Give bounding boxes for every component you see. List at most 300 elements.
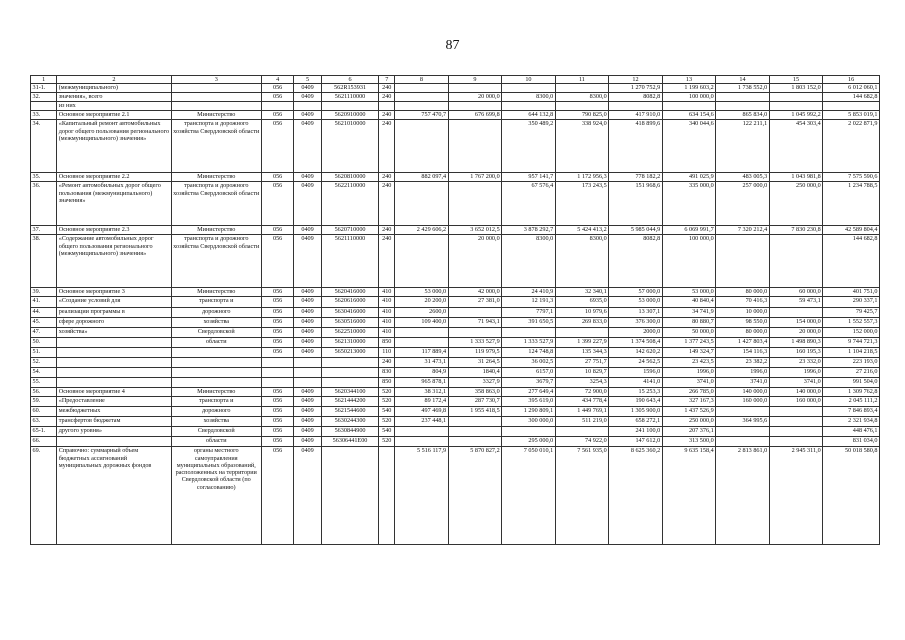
row-number-cell: 63. [31, 417, 57, 427]
value-cell: 154 000,0 [769, 318, 823, 328]
code-cell: 0409 [294, 437, 321, 447]
value-cell: 50 000,0 [662, 328, 716, 338]
header-cell: 9 [448, 76, 502, 84]
code-cell: 0409 [294, 348, 321, 358]
value-cell [769, 427, 823, 437]
description-cell: из них [57, 102, 171, 111]
table-row [31, 378, 880, 388]
value-cell: 1 234 788,5 [823, 182, 880, 226]
value-cell: 135 344,3 [555, 348, 609, 358]
value-cell: 804,9 [395, 368, 449, 378]
value-cell: 50 018 580,8 [823, 447, 880, 545]
code-cell: 056 [261, 111, 294, 120]
description-cell [57, 338, 171, 348]
value-cell: 1 552 557,3 [823, 318, 880, 328]
table-row [31, 447, 880, 545]
table-row [31, 368, 880, 378]
row-number-cell: 56. [31, 388, 57, 397]
row-number-cell: 55. [31, 378, 57, 388]
value-cell: 89 172,4 [395, 397, 449, 407]
value-cell [395, 328, 449, 338]
value-cell [448, 120, 502, 173]
code-cell: 0409 [294, 120, 321, 173]
value-cell [555, 84, 609, 93]
organization-cell: Министерство [171, 226, 261, 235]
table-row [31, 348, 880, 358]
organization-cell: области [171, 338, 261, 348]
value-cell: 1996,0 [716, 368, 770, 378]
table-row [31, 358, 880, 368]
code-cell: 0409 [294, 308, 321, 318]
value-cell: 7 830 230,8 [769, 226, 823, 235]
description-cell: «Создание условий для [57, 297, 171, 308]
row-number-cell: 54. [31, 368, 57, 378]
organization-cell [171, 358, 261, 368]
value-cell: 1996,0 [769, 368, 823, 378]
value-cell: 10 829,7 [555, 368, 609, 378]
value-cell: 53 000,0 [609, 297, 663, 308]
description-cell: реализации программы в [57, 308, 171, 318]
row-number-cell: 66. [31, 437, 57, 447]
code-cell: 5620810000 [321, 173, 379, 182]
value-cell [395, 338, 449, 348]
value-cell: 3 878 292,7 [502, 226, 556, 235]
organization-cell: транспорта и дорожного хозяйства Свердловской области [171, 235, 261, 288]
value-cell [395, 235, 449, 288]
organization-cell [171, 102, 261, 111]
code-cell [261, 358, 294, 368]
row-number-cell: 45. [31, 318, 57, 328]
value-cell: 53 000,0 [395, 288, 449, 297]
code-cell: 0409 [294, 182, 321, 226]
table-row [31, 407, 880, 417]
value-cell: 497 469,8 [395, 407, 449, 417]
organization-cell: транспорта и дорожного хозяйства Свердловской области [171, 120, 261, 173]
table-row [31, 182, 880, 226]
code-cell: 540 [379, 407, 395, 417]
value-cell [395, 427, 449, 437]
value-cell: 80 880,7 [662, 318, 716, 328]
row-number-cell: 34. [31, 120, 57, 173]
table-row [31, 84, 880, 93]
value-cell: 2 022 871,9 [823, 120, 880, 173]
value-cell: 42 589 804,4 [823, 226, 880, 235]
value-cell [448, 427, 502, 437]
value-cell: 327 167,3 [662, 397, 716, 407]
code-cell: 056 [261, 93, 294, 102]
code-cell: 056 [261, 173, 294, 182]
code-cell: 830 [379, 368, 395, 378]
value-cell: 7 320 212,4 [716, 226, 770, 235]
code-cell: 056 [261, 427, 294, 437]
description-cell: «Содержание автомобильных дорог общего пользования регионального (межмуниципального) значения» [57, 235, 171, 288]
table-row [31, 297, 880, 308]
table-row [31, 338, 880, 348]
value-cell: 1 449 769,1 [555, 407, 609, 417]
code-cell: 0409 [294, 84, 321, 93]
value-cell: 2000,0 [609, 328, 663, 338]
code-cell: 520 [379, 397, 395, 407]
value-cell: 5 870 827,2 [448, 447, 502, 545]
table-row [31, 120, 880, 173]
description-cell: Основное мероприятие 4 [57, 388, 171, 397]
row-number-cell: 47. [31, 328, 57, 338]
code-cell: 056 [261, 182, 294, 226]
value-cell: 190 643,4 [609, 397, 663, 407]
value-cell [555, 427, 609, 437]
table-row [31, 437, 880, 447]
value-cell: 1 172 956,3 [555, 173, 609, 182]
value-cell: 27 216,0 [823, 368, 880, 378]
code-cell [321, 368, 379, 378]
value-cell: 865 834,0 [716, 111, 770, 120]
value-cell: 3741,0 [662, 378, 716, 388]
value-cell [395, 102, 449, 111]
value-cell: 418 899,6 [609, 120, 663, 173]
value-cell: 448 476,1 [823, 427, 880, 437]
code-cell: 056 [261, 407, 294, 417]
value-cell: 100 000,0 [662, 93, 716, 102]
value-cell: 676 699,8 [448, 111, 502, 120]
code-cell [379, 102, 395, 111]
value-cell: 300 000,0 [502, 417, 556, 427]
code-cell: 240 [379, 182, 395, 226]
value-cell: 9 635 158,4 [662, 447, 716, 545]
value-cell: 350 489,2 [502, 120, 556, 173]
table-row [31, 308, 880, 318]
value-cell: 8 625 360,2 [609, 447, 663, 545]
row-number-cell: 37. [31, 226, 57, 235]
code-cell: 56306441Е00 [321, 437, 379, 447]
organization-cell: дорожного [171, 407, 261, 417]
organization-cell: Министерство [171, 111, 261, 120]
value-cell: 160 000,0 [769, 397, 823, 407]
value-cell: 2 045 111,2 [823, 397, 880, 407]
value-cell: 3679,7 [502, 378, 556, 388]
organization-cell [171, 84, 261, 93]
description-cell: Основное мероприятие 3 [57, 288, 171, 297]
code-cell: 056 [261, 288, 294, 297]
code-cell: 410 [379, 328, 395, 338]
value-cell [716, 102, 770, 111]
value-cell: 1 498 890,3 [769, 338, 823, 348]
table-row [31, 397, 880, 407]
value-cell [555, 102, 609, 111]
value-cell: 434 778,4 [555, 397, 609, 407]
value-cell: 42 000,0 [448, 288, 502, 297]
value-cell: 250 000,0 [662, 417, 716, 427]
description-cell: сфере дорожного [57, 318, 171, 328]
value-cell: 13 307,1 [609, 308, 663, 318]
value-cell: 23 382,2 [716, 358, 770, 368]
value-cell: 72 900,0 [555, 388, 609, 397]
value-cell: 60 000,0 [769, 288, 823, 297]
value-cell: 7797,1 [502, 308, 556, 318]
code-cell: 5622510000 [321, 328, 379, 338]
code-cell: 5630844900 [321, 427, 379, 437]
code-cell: 056 [261, 417, 294, 427]
value-cell: 790 825,0 [555, 111, 609, 120]
code-cell [261, 102, 294, 111]
value-cell: 154 116,3 [716, 348, 770, 358]
value-cell: 634 154,6 [662, 111, 716, 120]
page-number: 87 [445, 38, 460, 53]
description-cell: значения», всего [57, 93, 171, 102]
value-cell: 6 012 060,1 [823, 84, 880, 93]
value-cell: 117 889,4 [395, 348, 449, 358]
value-cell: 364 995,6 [716, 417, 770, 427]
value-cell: 1 290 809,1 [502, 407, 556, 417]
code-cell: 240 [379, 84, 395, 93]
description-cell: межбюджетных [57, 407, 171, 417]
table-row [31, 111, 880, 120]
value-cell [769, 417, 823, 427]
organization-cell [171, 368, 261, 378]
code-cell: 520 [379, 388, 395, 397]
description-cell: хозяйства» [57, 328, 171, 338]
code-cell: 5621010000 [321, 120, 379, 173]
table-row [31, 173, 880, 182]
value-cell: 70 416,3 [716, 297, 770, 308]
row-number-cell: 65-1. [31, 427, 57, 437]
row-number-cell: 44. [31, 308, 57, 318]
code-cell [321, 378, 379, 388]
table-row [31, 328, 880, 338]
code-cell: 5630516000 [321, 318, 379, 328]
description-cell: (межмуниципального) [57, 84, 171, 93]
table-row [31, 318, 880, 328]
code-cell [261, 378, 294, 388]
value-cell: 338 924,0 [555, 120, 609, 173]
code-cell: 056 [261, 397, 294, 407]
value-cell: 40 840,4 [662, 297, 716, 308]
value-cell: 27 751,7 [555, 358, 609, 368]
description-cell: Основное мероприятие 2.3 [57, 226, 171, 235]
value-cell: 287 730,7 [448, 397, 502, 407]
value-cell: 24 410,9 [502, 288, 556, 297]
value-cell [716, 437, 770, 447]
code-cell: 0409 [294, 427, 321, 437]
value-cell: 160 000,0 [716, 397, 770, 407]
code-cell: 240 [379, 358, 395, 368]
value-cell: 1996,0 [662, 368, 716, 378]
value-cell: 223 193,0 [823, 358, 880, 368]
value-cell: 454 303,4 [769, 120, 823, 173]
header-cell: 5 [294, 76, 321, 84]
value-cell: 241 100,0 [609, 427, 663, 437]
code-cell: 240 [379, 173, 395, 182]
code-cell: 520 [379, 417, 395, 427]
value-cell: 7 846 893,4 [823, 407, 880, 417]
header-cell: 12 [609, 76, 663, 84]
value-cell: 376 300,0 [609, 318, 663, 328]
value-cell: 12 191,3 [502, 297, 556, 308]
row-number-cell: 35. [31, 173, 57, 182]
header-cell: 10 [502, 76, 556, 84]
code-cell: 110 [379, 348, 395, 358]
code-cell: 0409 [294, 318, 321, 328]
code-cell: 5621110000 [321, 235, 379, 288]
value-cell: 1 305 900,0 [609, 407, 663, 417]
value-cell: 8300,0 [555, 235, 609, 288]
table-row [31, 288, 880, 297]
organization-cell: транспорта и дорожного хозяйства Свердловской области [171, 182, 261, 226]
code-cell [294, 358, 321, 368]
value-cell: 3741,0 [716, 378, 770, 388]
code-cell: 0409 [294, 173, 321, 182]
organization-cell: транспорта и [171, 297, 261, 308]
value-cell: 1 803 152,0 [769, 84, 823, 93]
code-cell: 056 [261, 226, 294, 235]
value-cell: 124 748,8 [502, 348, 556, 358]
code-cell: 0409 [294, 388, 321, 397]
value-cell: 778 182,2 [609, 173, 663, 182]
value-cell: 1840,4 [448, 368, 502, 378]
value-cell [502, 102, 556, 111]
value-cell [609, 102, 663, 111]
value-cell: 1 738 552,0 [716, 84, 770, 93]
value-cell [555, 328, 609, 338]
code-cell: 5621310000 [321, 338, 379, 348]
code-cell [294, 368, 321, 378]
code-cell: 240 [379, 93, 395, 102]
value-cell [716, 235, 770, 288]
code-cell: 5621444200 [321, 397, 379, 407]
code-cell: 410 [379, 288, 395, 297]
value-cell: 20 000,0 [769, 328, 823, 338]
code-cell: 0409 [294, 407, 321, 417]
organization-cell: дорожного [171, 308, 261, 318]
value-cell: 5 424 413,2 [555, 226, 609, 235]
organization-cell [171, 93, 261, 102]
value-cell: 67 576,4 [502, 182, 556, 226]
value-cell: 1 955 418,5 [448, 407, 502, 417]
table-row [31, 427, 880, 437]
value-cell: 53 000,0 [662, 288, 716, 297]
row-number-cell: 60. [31, 407, 57, 417]
organization-cell: Свердловской [171, 427, 261, 437]
value-cell [823, 102, 880, 111]
header-row [31, 76, 880, 84]
value-cell: 3741,0 [769, 378, 823, 388]
value-cell: 119 979,5 [448, 348, 502, 358]
value-cell [502, 328, 556, 338]
value-cell: 8082,8 [609, 93, 663, 102]
value-cell: 80 000,0 [716, 288, 770, 297]
code-cell: 056 [261, 348, 294, 358]
header-cell: 8 [395, 76, 449, 84]
description-cell [57, 348, 171, 358]
organization-cell: транспорта и [171, 397, 261, 407]
value-cell: 34 741,9 [662, 308, 716, 318]
value-cell: 10 000,0 [716, 308, 770, 318]
value-cell: 3254,3 [555, 378, 609, 388]
value-cell: 173 243,5 [555, 182, 609, 226]
value-cell: 9 744 721,3 [823, 338, 880, 348]
value-cell [769, 93, 823, 102]
value-cell: 237 448,1 [395, 417, 449, 427]
header-cell: 16 [823, 76, 880, 84]
code-cell: 056 [261, 84, 294, 93]
value-cell: 23 423,5 [662, 358, 716, 368]
value-cell: 401 751,0 [823, 288, 880, 297]
value-cell [769, 308, 823, 318]
value-cell: 1 045 992,2 [769, 111, 823, 120]
value-cell: 257 000,0 [716, 182, 770, 226]
value-cell: 417 910,0 [609, 111, 663, 120]
table-row [31, 226, 880, 235]
organization-cell [171, 378, 261, 388]
value-cell: 250 000,0 [769, 182, 823, 226]
row-number-cell: 50. [31, 338, 57, 348]
code-cell: 5620344100 [321, 388, 379, 397]
value-cell [395, 84, 449, 93]
value-cell: 1 333 527,9 [448, 338, 502, 348]
value-cell [395, 182, 449, 226]
value-cell [502, 427, 556, 437]
header-cell: 14 [716, 76, 770, 84]
value-cell: 6157,0 [502, 368, 556, 378]
value-cell: 395 619,0 [502, 397, 556, 407]
table-row [31, 235, 880, 288]
code-cell: 0409 [294, 226, 321, 235]
header-cell: 13 [662, 76, 716, 84]
value-cell: 757 470,7 [395, 111, 449, 120]
code-cell: 5621544600 [321, 407, 379, 417]
row-number-cell: 39. [31, 288, 57, 297]
value-cell: 207 376,1 [662, 427, 716, 437]
code-cell [261, 368, 294, 378]
header-cell: 6 [321, 76, 379, 84]
code-cell: 410 [379, 318, 395, 328]
value-cell: 31 473,1 [395, 358, 449, 368]
value-cell: 831 034,0 [823, 437, 880, 447]
code-cell: 5630244300 [321, 417, 379, 427]
row-number-cell: 59. [31, 397, 57, 407]
value-cell [448, 102, 502, 111]
value-cell: 140 000,0 [769, 388, 823, 397]
description-cell: Основное мероприятие 2.1 [57, 111, 171, 120]
code-cell: 5620910000 [321, 111, 379, 120]
value-cell: 1596,0 [609, 368, 663, 378]
value-cell: 71 943,1 [448, 318, 502, 328]
value-cell [769, 407, 823, 417]
value-cell: 32 340,1 [555, 288, 609, 297]
value-cell: 144 682,8 [823, 235, 880, 288]
value-cell: 7 561 935,0 [555, 447, 609, 545]
value-cell: 109 400,0 [395, 318, 449, 328]
code-cell [379, 447, 395, 545]
row-number-cell: 38. [31, 235, 57, 288]
organization-cell: хозяйства [171, 417, 261, 427]
value-cell: 3 652 012,5 [448, 226, 502, 235]
value-cell [448, 308, 502, 318]
code-cell: 0409 [294, 338, 321, 348]
row-number-cell: 32. [31, 93, 57, 102]
code-cell: 0409 [294, 328, 321, 338]
code-cell: 850 [379, 338, 395, 348]
code-cell: 240 [379, 235, 395, 288]
value-cell: 36 002,5 [502, 358, 556, 368]
organization-cell: области [171, 437, 261, 447]
row-number-cell [31, 102, 57, 111]
value-cell: 1 104 218,5 [823, 348, 880, 358]
value-cell [448, 84, 502, 93]
value-cell: 122 211,1 [716, 120, 770, 173]
header-cell: 2 [57, 76, 171, 84]
table-row [31, 93, 880, 102]
value-cell: 6935,0 [555, 297, 609, 308]
